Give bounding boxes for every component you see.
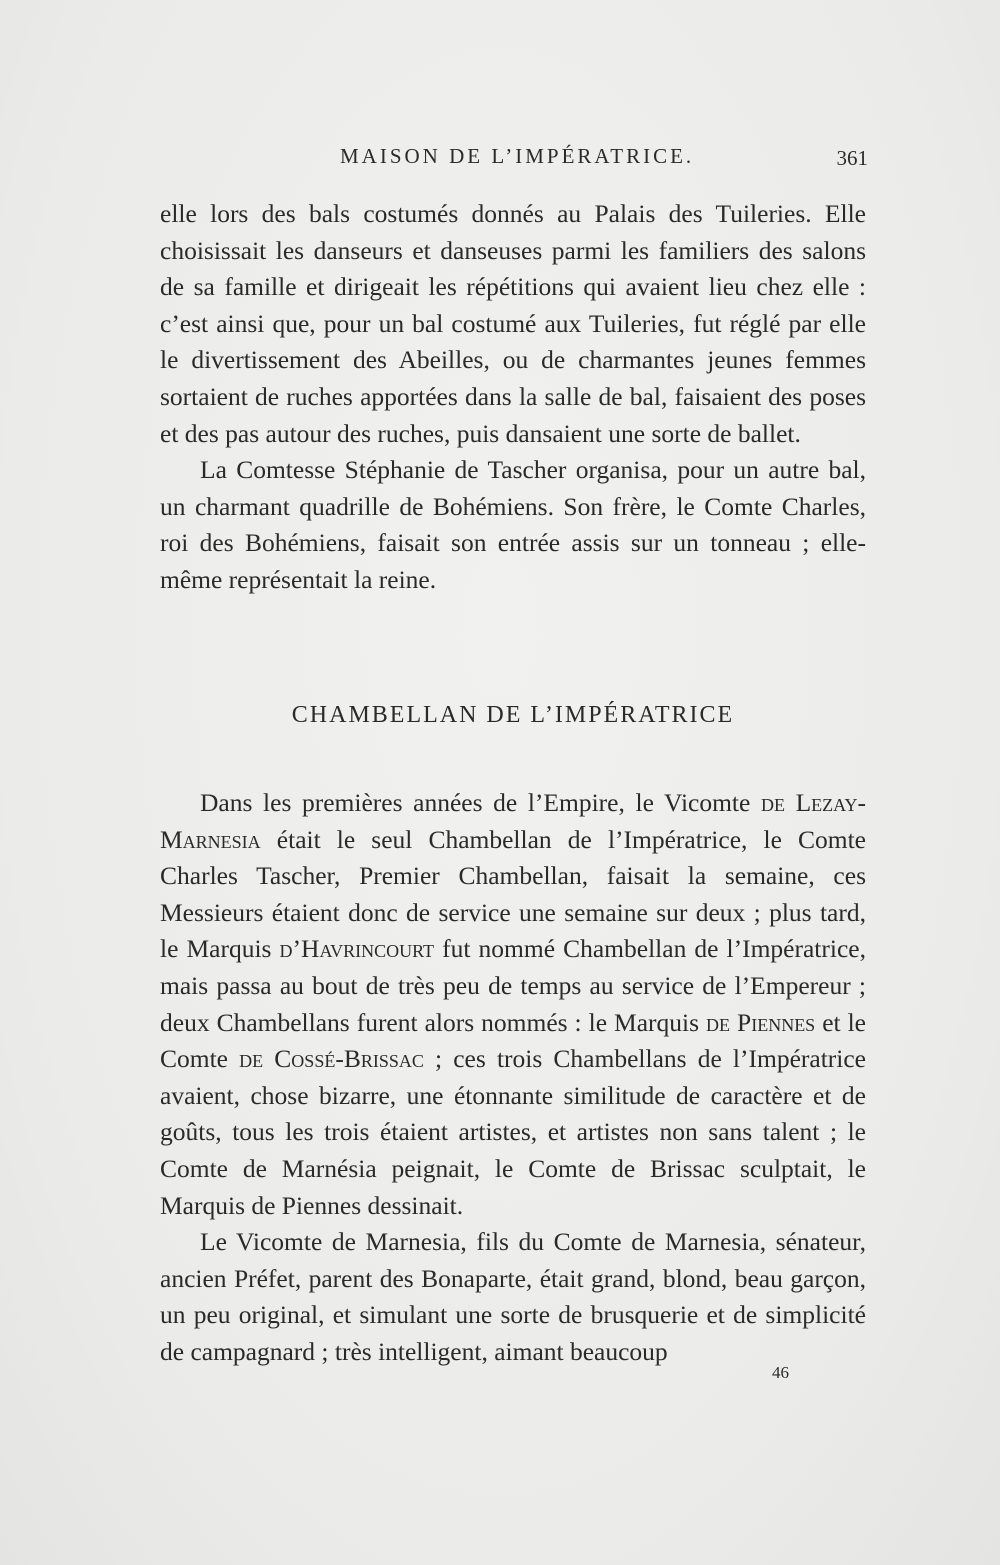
text-run: et le Comte <box>160 1007 867 1074</box>
running-title: MAISON DE L’IMPÉRATRICE. <box>340 144 695 168</box>
signature-mark: 46 <box>772 1363 789 1382</box>
name-havrincourt: d’Havrincourt <box>279 934 435 964</box>
text-run: Dans les premières années de l’Empire, le Vicomte <box>200 788 761 817</box>
paragraph-bohemiens: La Comtesse Stéphanie de Tascher organisa, pour un autre bal, un charmant quadrille de Bohémiens. Son frère, le Comte Charles, roi des Bohémiens, faisait son entrée assis sur un tonneau ; elle-même représentait la reine. <box>160 455 866 594</box>
text-block-chambellan <box>160 785 866 1371</box>
text-run: ; ces trois Chambellans de l’Impératrice avaient, chose bizarre, une étonnante similitude de caractère et de goûts, tous les trois étaient artistes, et artistes non sans talent ; le Comte de Marnésia peignait, le Comte de Brissac sculptait, le Marquis de Piennes dessinait. <box>160 1044 867 1220</box>
name-piennes: de Piennes <box>706 1007 816 1037</box>
text-block-top <box>160 196 866 599</box>
name-lezay-marnesia: de Lezay-Marnesia <box>160 788 866 854</box>
text-run: était le seul Chambellan de l’Impératrice, le Comte Charles Tascher, Premier Chambellan, faisait la semaine, ces Messieurs étaient donc de service une semaine sur deux ; plus tard, le Marquis <box>160 824 866 964</box>
name-cosse-brissac: de Cossé-Brissac <box>239 1044 424 1074</box>
paragraph-marnesia: Le Vicomte de Marnesia, fils du Comte de Marnesia, sénateur, ancien Préfet, parent des Bonaparte, était grand, blond, beau garçon, un peu original, et simulant une sorte de brusquerie et de simplicité de campagnard ; très intelligent, aimant beaucoup <box>160 1227 866 1366</box>
section-heading: CHAMBELLAN DE L’IMPÉRATRICE <box>291 702 735 728</box>
paragraph-continued: elle lors des bals costumés donnés au Palais des Tuileries. Elle choisissait les danseurs et danseuses parmi les familiers des salons de sa famille et dirigeait les répétitions qui avaient lieu chez elle : c’est ainsi que, pour un bal costumé aux Tuileries, fut réglé par elle le divertissement des Abeilles, ou de charmantes jeunes femmes sortaient de ruches apportées dans la salle de bal, faisaient des poses et des pas autour des ruches, puis dansaient une sorte de ballet. <box>160 199 866 448</box>
text-run: fut nommé Chambellan de l’Impératrice, mais passa au bout de très peu de temps au service de l’Empereur ; deux Chambellans furent alors nommés : le Marquis <box>160 934 866 1037</box>
page-number: 361 <box>836 146 868 170</box>
paragraph-chambellans <box>160 785 866 1224</box>
running-head <box>160 144 872 178</box>
